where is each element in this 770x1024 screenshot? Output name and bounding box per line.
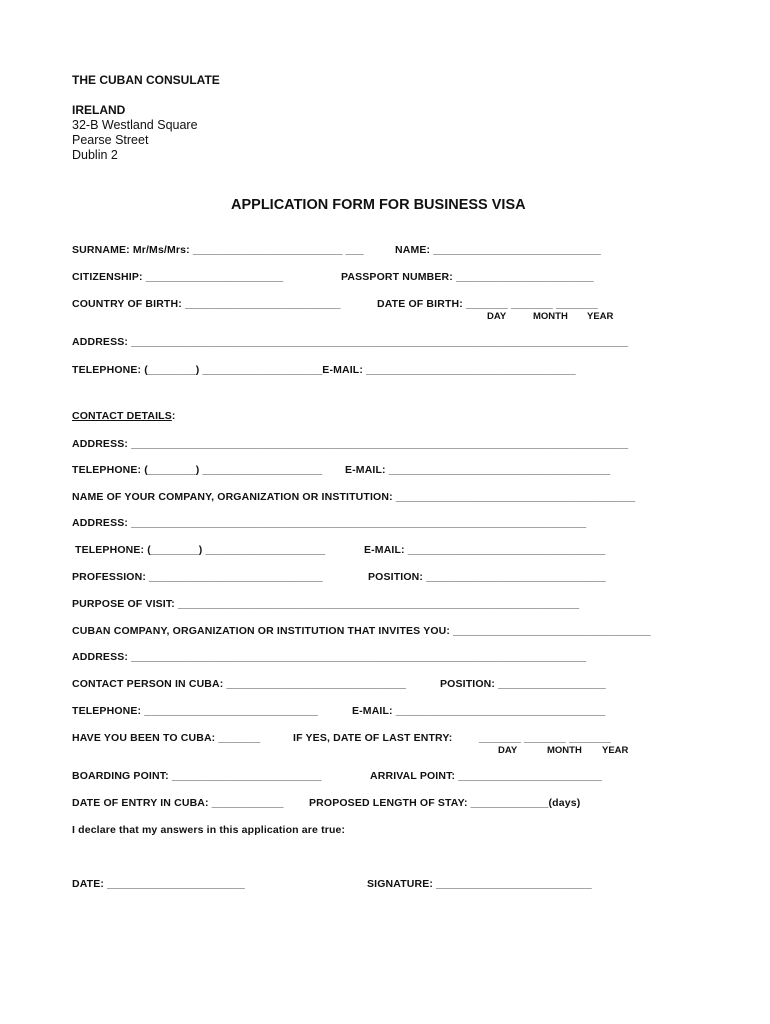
- cuba-email-field[interactable]: E-MAIL: ___________________________________: [352, 705, 606, 717]
- date-of-birth-field[interactable]: DATE OF BIRTH: _______ _______ _______: [377, 298, 598, 310]
- signature-field[interactable]: SIGNATURE: __________________________: [367, 878, 592, 890]
- company-name-field[interactable]: NAME OF YOUR COMPANY, ORGANIZATION OR INSTITUTION: ________________________________________: [72, 491, 636, 503]
- contact-details-heading: [72, 411, 176, 422]
- date-field[interactable]: DATE: _______________________: [72, 878, 245, 890]
- address-line-2: Pearse Street: [72, 133, 149, 147]
- arrival-point-field[interactable]: ARRIVAL POINT: ________________________: [370, 770, 602, 782]
- surname-field[interactable]: SURNAME: Mr/Ms/Mrs: _________________________ ___: [72, 244, 364, 256]
- company-telephone-field[interactable]: TELEPHONE: (________) ____________________: [75, 544, 326, 556]
- form-title: APPLICATION FORM FOR BUSINESS VISA: [231, 197, 526, 213]
- dob-month-label: MONTH: [533, 311, 568, 322]
- country-of-birth-field[interactable]: COUNTRY OF BIRTH: __________________________: [72, 298, 341, 310]
- declaration-text: I declare that my answers in this application are true:: [72, 824, 346, 836]
- length-of-stay-field[interactable]: PROPOSED LENGTH OF STAY: _____________(days): [309, 797, 581, 809]
- dob-year-label: YEAR: [587, 311, 614, 322]
- contact-details-heading-text: CONTACT DETAILS: [72, 410, 172, 422]
- address-field[interactable]: ADDRESS: ___________________________________________________________________________________: [72, 336, 629, 348]
- consulate-country: IRELAND: [72, 103, 126, 117]
- cuba-telephone-field[interactable]: TELEPHONE: _____________________________: [72, 705, 318, 717]
- citizenship-field[interactable]: CITIZENSHIP: _______________________: [72, 271, 284, 283]
- dob-day-label: DAY: [487, 311, 507, 322]
- contact-address-field[interactable]: ADDRESS: ___________________________________________________________________________________: [72, 438, 629, 450]
- contact-email-field[interactable]: E-MAIL: _____________________________________: [345, 464, 611, 476]
- last-entry-month-label: MONTH: [547, 745, 582, 756]
- date-of-entry-field[interactable]: DATE OF ENTRY IN CUBA: ____________: [72, 797, 284, 809]
- contact-person-field[interactable]: CONTACT PERSON IN CUBA: ______________________________: [72, 678, 407, 690]
- cuban-address-field[interactable]: ADDRESS: ____________________________________________________________________________: [72, 651, 587, 663]
- address-line-3: Dublin 2: [72, 148, 118, 162]
- profession-field[interactable]: PROFESSION: _____________________________: [72, 571, 323, 583]
- name-field[interactable]: NAME: ____________________________: [395, 244, 601, 256]
- purpose-of-visit-field[interactable]: PURPOSE OF VISIT: ___________________________________________________________________: [72, 598, 580, 610]
- telephone-email-field[interactable]: TELEPHONE: (________) ____________________E-MAIL: ___________________________________: [72, 364, 576, 376]
- address-line-1: 32-B Westland Square: [72, 118, 198, 132]
- contact-telephone-field[interactable]: TELEPHONE: (________) ____________________: [72, 464, 323, 476]
- boarding-point-field[interactable]: BOARDING POINT: _________________________: [72, 770, 322, 782]
- passport-number-field[interactable]: PASSPORT NUMBER: _______________________: [341, 271, 594, 283]
- cuban-company-field[interactable]: CUBAN COMPANY, ORGANIZATION OR INSTITUTION THAT INVITES YOU: _________________________________: [72, 625, 651, 637]
- contact-details-heading-colon: :: [171, 410, 176, 422]
- last-entry-day-label: DAY: [498, 745, 518, 756]
- contact-position-field[interactable]: POSITION: __________________: [440, 678, 606, 690]
- last-entry-label: IF YES, DATE OF LAST ENTRY:: [293, 732, 453, 744]
- last-entry-year-label: YEAR: [602, 745, 629, 756]
- company-email-field[interactable]: E-MAIL: _________________________________: [364, 544, 606, 556]
- last-entry-date-field[interactable]: _______ _______ _______: [479, 732, 611, 744]
- company-address-field[interactable]: ADDRESS: ____________________________________________________________________________: [72, 517, 587, 529]
- position-field[interactable]: POSITION: ______________________________: [368, 571, 606, 583]
- been-to-cuba-field[interactable]: HAVE YOU BEEN TO CUBA: _______: [72, 732, 261, 744]
- consulate-name: THE CUBAN CONSULATE: [72, 73, 220, 87]
